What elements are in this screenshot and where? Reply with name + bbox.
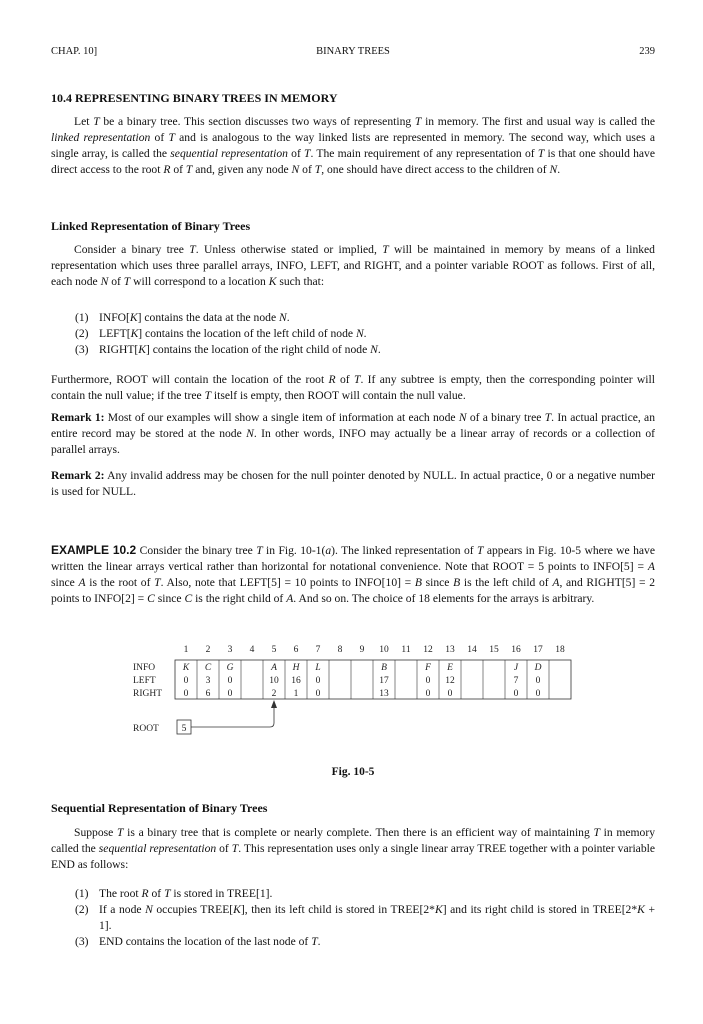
row-label: LEFT <box>133 676 156 686</box>
figure-10-5 <box>51 642 655 762</box>
table-cell: G <box>226 663 234 673</box>
column-index: 11 <box>401 645 411 655</box>
table-cell: B <box>381 663 387 673</box>
table-cell: 3 <box>205 676 211 686</box>
table-cell: H <box>292 663 300 673</box>
table-cell: 16 <box>291 676 301 686</box>
column-index: 12 <box>423 645 433 655</box>
column-index: 3 <box>227 645 233 655</box>
table-cell: 0 <box>535 689 541 699</box>
table-cell: 12 <box>445 676 455 686</box>
table-cell: 13 <box>379 689 389 699</box>
sequential-paragraph: Suppose T is a binary tree that is complete or nearly complete. Then there is an efficient way of maintaining T in memory called the sequential representation of T. This representation uses only a single linear array TREE together with a pointer variable END as follows: <box>51 826 655 871</box>
remark-2: Remark 2: Any invalid address may be chosen for the null pointer denoted by NULL. In actual practice, 0 or a negative number is used for NULL. <box>51 469 656 498</box>
list-item: (1) The root R of T is stored in TREE[1]. <box>75 887 273 900</box>
furthermore-paragraph: Furthermore, ROOT will contain the location of the root R of T. If any subtree is empty, then the corresponding pointer will contain the null value; if the tree T itself is empty, then ROOT will contain the null value. <box>51 373 655 402</box>
column-index: 10 <box>379 645 389 655</box>
column-index: 14 <box>467 645 477 655</box>
root-label: ROOT <box>133 724 159 734</box>
table-cell: 0 <box>513 689 519 699</box>
table-cell: 0 <box>227 689 233 699</box>
root-pointer-arrowhead <box>271 700 277 708</box>
sequential-heading: Sequential Representation of Binary Trees <box>51 801 268 815</box>
linked-paragraph: Consider a binary tree T. Unless otherwise stated or implied, T will be maintained in memory by means of a linked representation which uses three parallel arrays, INFO, LEFT, and RIGHT, and a pointer variable ROOT as follows. First of all, each node N of T will correspond to a location K such that: <box>51 243 655 288</box>
row-label: INFO <box>133 663 156 673</box>
linked-heading: Linked Representation of Binary Trees <box>51 219 251 233</box>
table-cell: 0 <box>227 676 233 686</box>
table-cell: 0 <box>183 676 189 686</box>
intro-paragraph: Let T be a binary tree. This section discusses two ways of representing T in memory. The first and usual way is called the linked representation of T and is analogous to the way linked lists are represented in memory. The second way, which uses a single array, is called the sequential representation of T. The main requirement of any representation of T is that one should have direct access to the root R of T and, given any node N of T, one should have direct access to the children of N. <box>51 115 655 176</box>
table-cell: J <box>513 663 519 673</box>
column-index: 16 <box>511 645 521 655</box>
table-cell: A <box>271 663 277 673</box>
table-cell: 2 <box>271 689 277 699</box>
column-index: 4 <box>249 645 255 655</box>
linked-array-table <box>51 642 655 762</box>
section-title: 10.4 REPRESENTING BINARY TREES IN MEMORY <box>51 91 338 105</box>
sequential-list <box>51 886 655 950</box>
table-cell: 0 <box>315 676 321 686</box>
table-cell: 17 <box>379 676 389 686</box>
column-index: 18 <box>555 645 565 655</box>
table-cell: K <box>182 663 190 673</box>
column-index: 13 <box>445 645 455 655</box>
table-cell: 1 <box>293 689 299 699</box>
running-header <box>51 44 655 60</box>
column-index: 5 <box>271 645 277 655</box>
column-index: 6 <box>293 645 299 655</box>
list-item: (3) RIGHT[K] contains the location of the right child of node N. <box>75 343 381 356</box>
column-index: 9 <box>359 645 365 655</box>
column-index: 8 <box>337 645 343 655</box>
table-cell: 10 <box>269 676 279 686</box>
table-cell: C <box>204 663 212 673</box>
running-title: BINARY TREES <box>316 46 390 57</box>
table-cell: 6 <box>205 689 211 699</box>
row-label: RIGHT <box>133 689 163 699</box>
column-index: 17 <box>533 645 543 655</box>
table-cell: 0 <box>183 689 189 699</box>
list-item: (2) If a node N occupies TREE[K], then its left child is stored in TREE[2*K] and its right child is stored in TREE[2*K + 1]. <box>75 903 655 932</box>
table-cell: 0 <box>315 689 321 699</box>
table-cell: 0 <box>447 689 453 699</box>
figure-caption: Fig. 10-5 <box>331 766 375 778</box>
root-pointer-line <box>191 705 274 727</box>
column-index: 15 <box>489 645 499 655</box>
column-index: 7 <box>315 645 321 655</box>
table-cell: 0 <box>425 676 431 686</box>
table-cell: L <box>315 663 321 673</box>
linked-list <box>51 310 655 358</box>
table-cell: 0 <box>425 689 431 699</box>
table-cell: 0 <box>535 676 541 686</box>
column-index: 2 <box>205 645 211 655</box>
column-index: 1 <box>183 645 189 655</box>
example-paragraph: EXAMPLE 10.2 Consider the binary tree T in Fig. 10-1(a). The linked representation of T appears in Fig. 10-5 where we have written the linear arrays vertical rather than horizontal for notational convenience. Note that ROOT = 5 points to INFO[5] = A since A is the root of T. Also, note that LEFT[5] = 10 points to INFO[10] = B since B is the left child of A, and RIGHT[5] = 2 points to INFO[2] = C since C is the right child of A. And so on. The choice of 18 elements for the arrays is arbitrary. <box>51 543 655 605</box>
list-item: (1) INFO[K] contains the data at the node N. <box>75 311 290 324</box>
list-item: (2) LEFT[K] contains the location of the left child of node N. <box>75 327 367 340</box>
root-value: 5 <box>181 724 187 734</box>
table-cell: F <box>425 663 431 673</box>
table-cell: E <box>447 663 453 673</box>
remark-1: Remark 1: Most of our examples will show a single item of information at each node N of a binary tree T. In actual practice, an entire record may be stored at the node N. In other words, INFO may actually be a linear array of records or a collection of parallel arrays. <box>51 411 655 456</box>
table-cell: D <box>534 663 542 673</box>
chapter-label: CHAP. 10] <box>51 46 98 57</box>
page-number: 239 <box>639 46 655 57</box>
list-item: (3) END contains the location of the last node of T. <box>75 935 321 948</box>
table-cell: 7 <box>513 676 519 686</box>
